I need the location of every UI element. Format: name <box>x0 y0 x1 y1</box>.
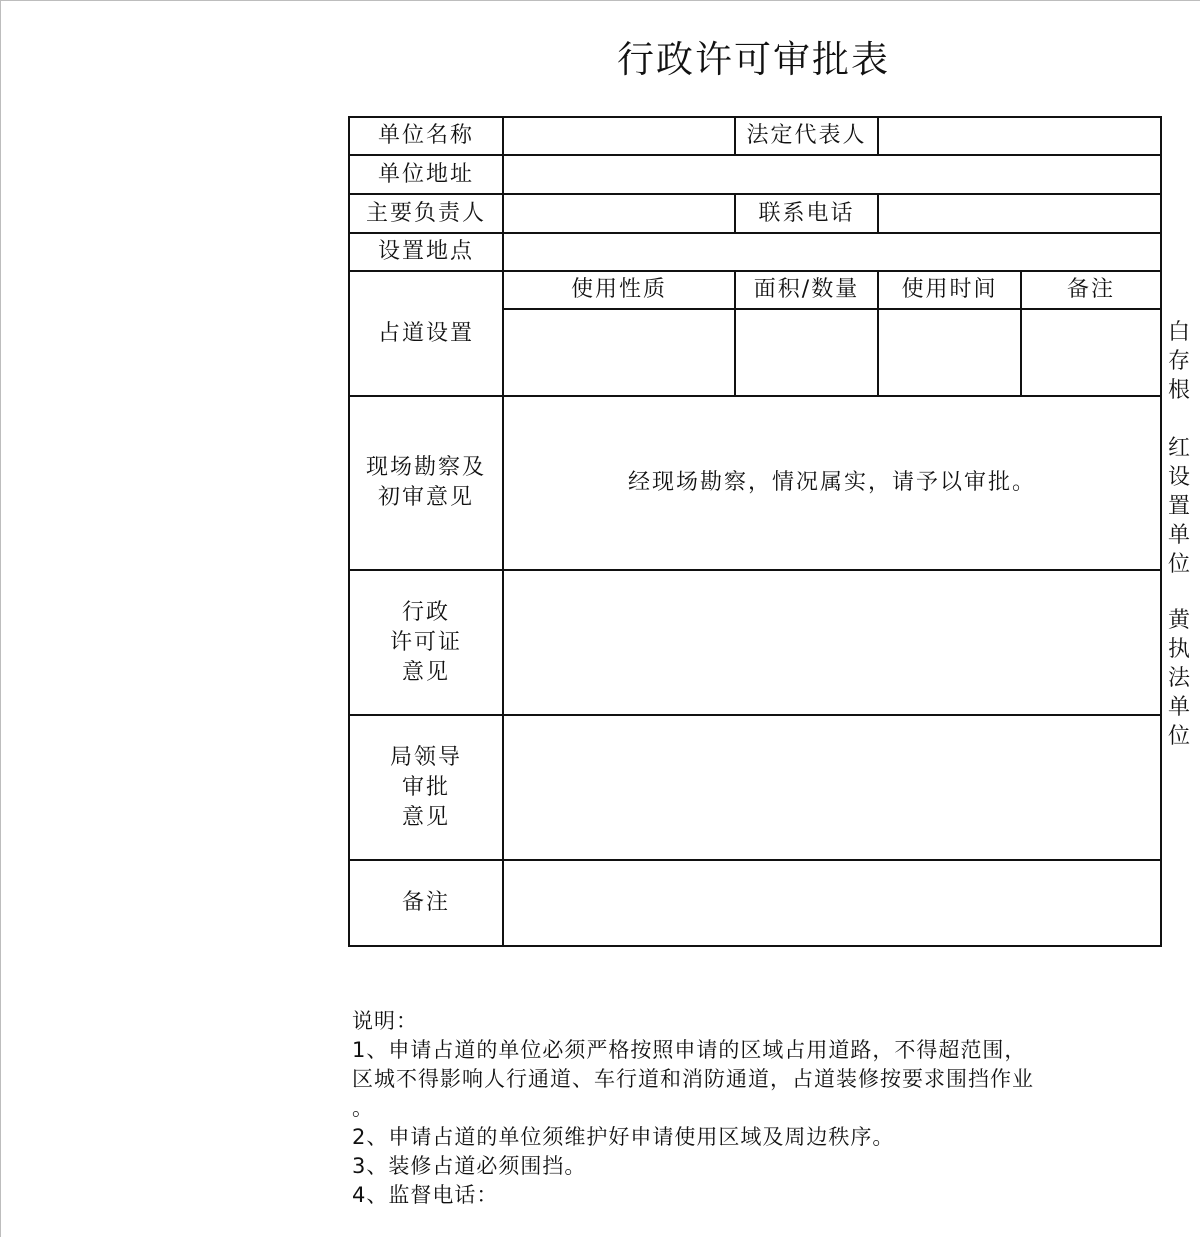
location-field[interactable] <box>503 233 1161 271</box>
row-unit-address <box>349 155 1161 194</box>
license-opinion-label: 行政 许可证 意见 <box>349 570 503 715</box>
side-note-white: 白存根 <box>1167 320 1190 403</box>
occupy-nature-field[interactable] <box>503 309 735 396</box>
occupy-time-field[interactable] <box>878 309 1021 396</box>
leader-opinion-label: 局领导 审批 意见 <box>349 715 503 860</box>
principal-field[interactable] <box>503 194 735 233</box>
unit-address-label: 单位地址 <box>349 155 503 194</box>
explanation-item: 。 <box>352 1096 374 1120</box>
remarks-field[interactable] <box>503 860 1161 946</box>
row-remarks <box>349 860 1161 946</box>
row-unit-name <box>349 117 1161 155</box>
unit-name-label: 单位名称 <box>349 117 503 155</box>
side-note-red: 红设置单位 <box>1167 436 1190 577</box>
row-leader <box>349 715 1161 860</box>
remarks-label: 备注 <box>349 860 503 946</box>
occupy-header-nature: 使用性质 <box>503 271 735 309</box>
occupy-label: 占道设置 <box>349 271 503 396</box>
explanation-block <box>352 1007 1152 1210</box>
explanation-item: 3、装修占道必须围挡。 <box>352 1154 587 1178</box>
legal-rep-field[interactable] <box>878 117 1161 155</box>
approval-form-table <box>348 116 1162 947</box>
location-label: 设置地点 <box>349 233 503 271</box>
row-occupy-header <box>349 271 1161 309</box>
unit-address-field[interactable] <box>503 155 1161 194</box>
survey-opinion-text: 经现场勘察，情况属实，请予以审批。 <box>503 396 1161 570</box>
survey-label: 现场勘察及 初审意见 <box>349 396 503 570</box>
phone-label: 联系电话 <box>735 194 878 233</box>
page-left-edge <box>0 0 1 1237</box>
row-license <box>349 570 1161 715</box>
unit-name-field[interactable] <box>503 117 735 155</box>
occupy-remarks-field[interactable] <box>1021 309 1161 396</box>
occupy-area-field[interactable] <box>735 309 878 396</box>
leader-opinion-field[interactable] <box>503 715 1161 860</box>
explanation-item: 2、申请占道的单位须维护好申请使用区域及周边秩序。 <box>352 1125 895 1149</box>
explanation-heading: 说明： <box>352 1009 418 1033</box>
occupy-header-time: 使用时间 <box>878 271 1021 309</box>
page-top-edge <box>0 0 1200 1</box>
phone-field[interactable] <box>878 194 1161 233</box>
row-survey <box>349 396 1161 570</box>
explanation-item: 4、监督电话： <box>352 1183 499 1207</box>
legal-rep-label: 法定代表人 <box>735 117 878 155</box>
row-location <box>349 233 1161 271</box>
principal-label: 主要负责人 <box>349 194 503 233</box>
occupy-header-area: 面积/数量 <box>735 271 878 309</box>
explanation-item: 区城不得影响人行通道、车行道和消防通道，占道装修按要求围挡作业 <box>352 1067 1034 1091</box>
row-principal <box>349 194 1161 233</box>
occupy-header-remarks: 备注 <box>1021 271 1161 309</box>
explanation-item: 1、申请占道的单位必须严格按照申请的区域占用道路，不得超范围， <box>352 1038 1027 1062</box>
form-title: 行政许可审批表 <box>617 38 890 81</box>
license-opinion-field[interactable] <box>503 570 1161 715</box>
side-note-yellow: 黄执法单位 <box>1167 608 1190 749</box>
